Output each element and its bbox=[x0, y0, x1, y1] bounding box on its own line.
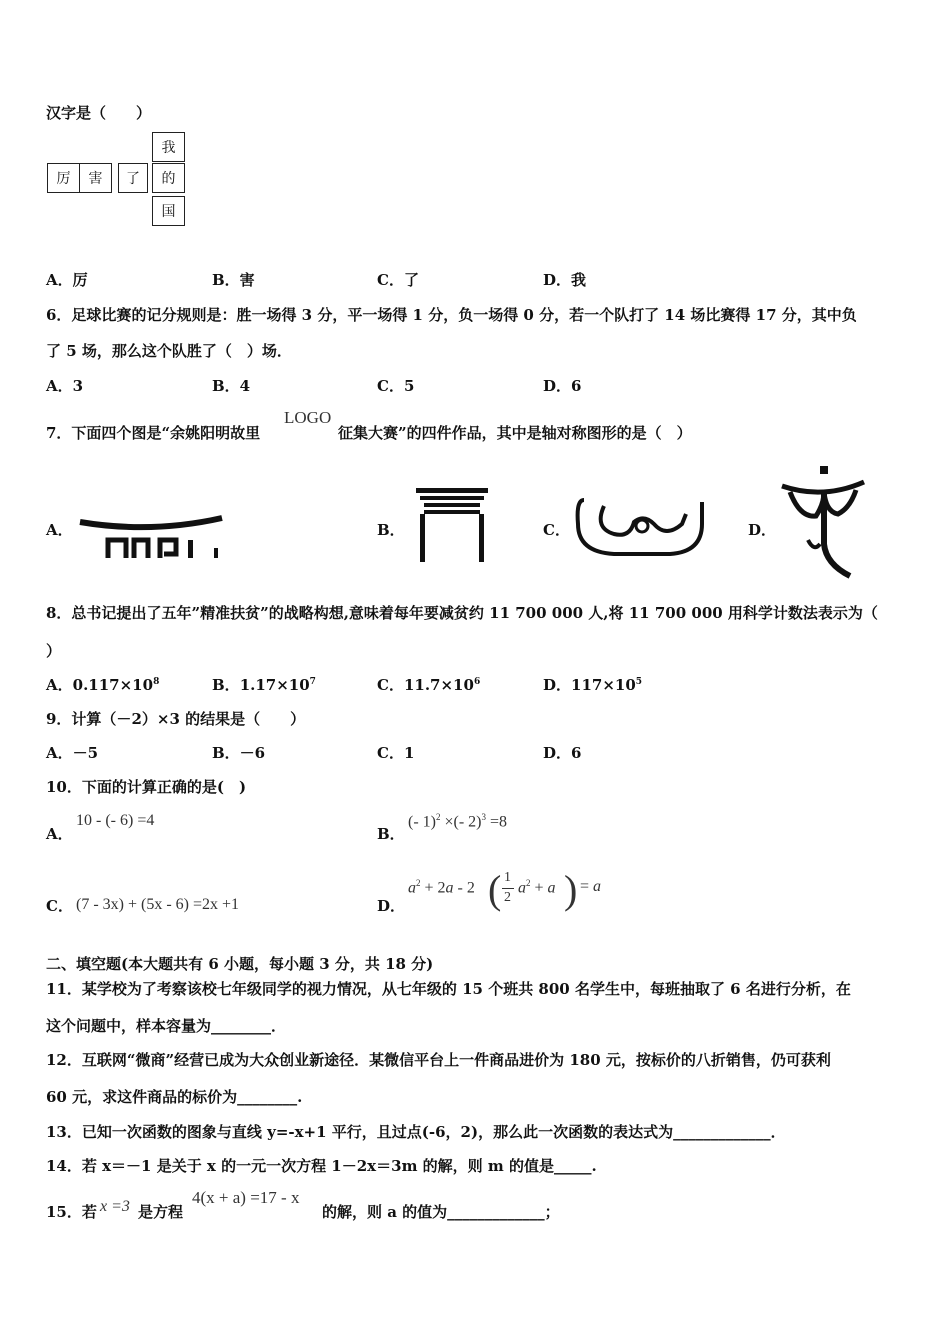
q15-prefix: 15．若 bbox=[46, 1203, 97, 1221]
q6-option-d: D．6 bbox=[543, 377, 582, 395]
q9-option-d: D．6 bbox=[543, 744, 582, 762]
q11-line1: 11．某学校为了考察该校七年级同学的视力情况，从七年级的 15 个班共 800 名学生中，每班抽取了 6 名进行分析，在 bbox=[46, 980, 851, 998]
q15-mid: 是方程 bbox=[138, 1203, 184, 1221]
q8-line2: ） bbox=[46, 642, 62, 660]
section2-heading: 二、填空题(本大题共有 6 小题，每小题 3 分，共 18 分) bbox=[46, 955, 434, 973]
q6-line2: 了 5 场，那么这个队胜了（ ）场． bbox=[46, 342, 292, 360]
q6-line1: 6．足球比赛的记分规则是：胜一场得 3 分，平一场得 1 分，负一场得 0 分，若一个队打了 14 场比赛得 17 分，其中负 bbox=[46, 306, 857, 324]
q7-logo-text: LOGO bbox=[284, 408, 332, 427]
q10-label-d: D． bbox=[377, 897, 406, 915]
q6-option-b: B．4 bbox=[212, 377, 251, 395]
q7-label-b: B． bbox=[377, 521, 405, 539]
q10-label-c: C． bbox=[46, 897, 73, 915]
q6-option-a: A．3 bbox=[46, 377, 84, 395]
q12-line1: 12．互联网“微商”经营已成为大众创业新途径．某微信平台上一件商品进价为 180 元，按标价的八折销售，仍可获利 bbox=[46, 1051, 831, 1069]
q10-label-b: B． bbox=[377, 825, 405, 843]
q10-option-c-expression: (7 - 3x) + (5x - 6) =2x +1 bbox=[76, 896, 240, 913]
q15-condition: x =3 bbox=[100, 1198, 130, 1215]
q10-option-b-expression: (- 1)$^2$ ×(- 2)$^3$ =8 bbox=[408, 812, 508, 831]
q15-suffix: 的解，则 a 的值为_____________； bbox=[322, 1203, 560, 1221]
logo-a-image bbox=[76, 510, 226, 566]
logo-d-image bbox=[780, 464, 866, 580]
q10-stem: 10．下面的计算正确的是( ) bbox=[46, 778, 247, 796]
net-cell: 厉 bbox=[47, 163, 80, 193]
net-cell: 国 bbox=[152, 196, 185, 226]
q14-line: 14．若 x＝－1 是关于 x 的一元一次方程 1－2x＝3m 的解，则 m 的值是_____. bbox=[46, 1157, 597, 1175]
q11-line2: 这个问题中，样本容量为________． bbox=[46, 1017, 287, 1035]
q10-label-a: A． bbox=[46, 825, 73, 843]
q9-option-a: A．－5 bbox=[46, 744, 99, 762]
q9-stem: 9．计算（－2）×3 的结果是（ ） bbox=[46, 710, 306, 728]
net-cell: 害 bbox=[79, 163, 112, 193]
q7-suffix: 征集大赛”的四件作品，其中是轴对称图形的是（ ） bbox=[338, 424, 692, 442]
q7-label-a: A． bbox=[46, 521, 73, 539]
q8-line1: 8．总书记提出了五年”精准扶贫”的战略构想,意味着每年要减贫约 11 700 000 人,将 11 700 000 用科学计数法表示为（ bbox=[46, 604, 878, 622]
q7-label-d: D． bbox=[748, 521, 777, 539]
q8-option-d: D．$117\times 10^5$ bbox=[543, 676, 643, 694]
q6-option-c: C．5 bbox=[377, 377, 415, 395]
q15-equation: 4(x + a) =17 - x bbox=[192, 1188, 300, 1207]
q9-option-b: B．－6 bbox=[212, 744, 266, 762]
q5-option-d: D．我 bbox=[543, 271, 587, 289]
q13-line: 13．已知一次函数的图象与直线 y=-x+1 平行，且过点(-6，2)，那么此一次函数的表达式为_____________． bbox=[46, 1123, 786, 1141]
q7-prefix: 7．下面四个图是“余姚阳明故里 bbox=[46, 424, 261, 442]
q10-option-a-expression: 10 - (- 6) =4 bbox=[76, 812, 155, 829]
q5-option-c: C．了 bbox=[377, 271, 419, 289]
net-cell: 的 bbox=[152, 163, 185, 193]
logo-c-image bbox=[574, 494, 708, 560]
q8-option-a: A．$0.117\times 10^8$ bbox=[46, 676, 160, 694]
q5-option-a: A．厉 bbox=[46, 271, 88, 289]
q7-label-c: C． bbox=[543, 521, 570, 539]
q9-option-c: C．1 bbox=[377, 744, 415, 762]
net-cell: 我 bbox=[152, 132, 185, 162]
q8-option-c: C．$11.7\times 10^6$ bbox=[377, 676, 481, 694]
q5-option-b: B．害 bbox=[212, 271, 255, 289]
q12-line2: 60 元，求这件商品的标价为________. bbox=[46, 1088, 303, 1106]
logo-b-image bbox=[414, 486, 490, 564]
q8-option-b: B．$1.17\times 10^7$ bbox=[212, 676, 316, 694]
net-cell: 了 bbox=[118, 163, 148, 193]
q5-stem: 汉字是（ ） bbox=[46, 104, 152, 122]
